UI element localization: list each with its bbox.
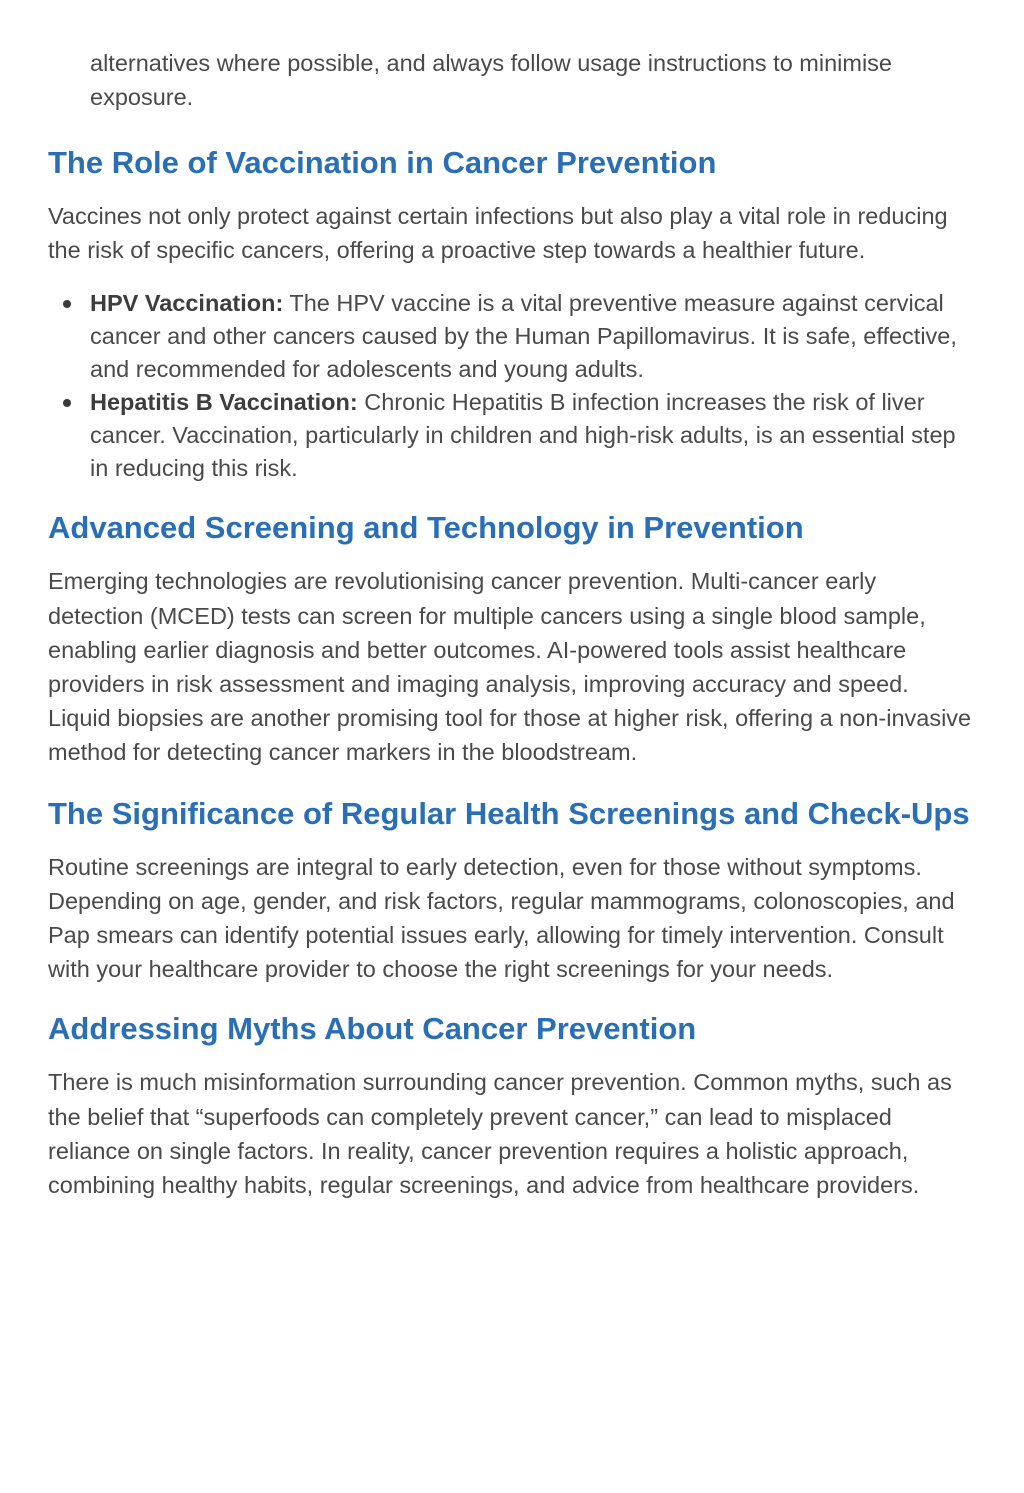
section-body-vaccination: Vaccines not only protect against certain infections but also play a vital role in reducing the risk of specific cancers, offering a proactive step towards a healthier future.	[48, 203, 948, 264]
section-heading-vaccination: The Role of Vaccination in Cancer Prevention	[48, 145, 717, 180]
document-page	[0, 46, 1024, 1493]
list-item-label: HPV Vaccination:	[90, 290, 284, 317]
section-body-regular-screenings: Routine screenings are integral to early detection, even for those without symptoms. Depending on age, gender, and risk factors, regular mammograms, colonoscopies, and Pap smears can identify potential issues early, allowing for timely intervention. Consult with your healthcare provider to choose the right screenings for your needs.	[48, 853, 955, 983]
section-heading-regular-screenings: The Significance of Regular Health Screenings and Check-Ups	[48, 795, 970, 831]
list-item-text: The HPV vaccine is a vital preventive measure against cervical cancer and other cancers caused by the Human Papillomavirus. It is safe, effective, and recommended for adolescents and young adults.	[90, 290, 957, 383]
section-heading-advanced-screening: Advanced Screening and Technology in Prevention	[48, 510, 804, 546]
intro-continuation-text: alternatives where possible, and always follow usage instructions to minimise exposure.	[90, 50, 892, 110]
section-heading-myths: Addressing Myths About Cancer Prevention	[48, 1011, 697, 1047]
list-item-text: Chronic Hepatitis B infection increases the risk of liver cancer. Vaccination, particularly in children and high-risk adults, is an essential step in reducing this risk.	[90, 389, 956, 482]
list-item-hepatitis-b	[48, 386, 972, 485]
section-body-advanced-screening: Emerging technologies are revolutionising cancer prevention. Multi-cancer early detection (MCED) tests can screen for multiple cancers using a single blood sample, enabling earlier diagnosis and better outcomes. AI-powered tools assist healthcare providers in risk assessment and imaging analysis, improving accuracy and speed. Liquid biopsies are another promising tool for those at higher risk, offering a non-invasive method for detecting cancer markers in the bloodstream.	[48, 568, 972, 766]
list-item-hpv	[48, 287, 972, 386]
vaccination-list	[48, 287, 972, 485]
section-body-myths: There is much misinformation surrounding cancer prevention. Common myths, such as the belief that “superfoods can completely prevent cancer,” can lead to misplaced reliance on single factors. In reality, cancer prevention requires a holistic approach, combining healthy habits, regular screenings, and advice from healthcare providers.	[48, 1069, 952, 1199]
list-item-label: Hepatitis B Vaccination:	[90, 389, 358, 416]
